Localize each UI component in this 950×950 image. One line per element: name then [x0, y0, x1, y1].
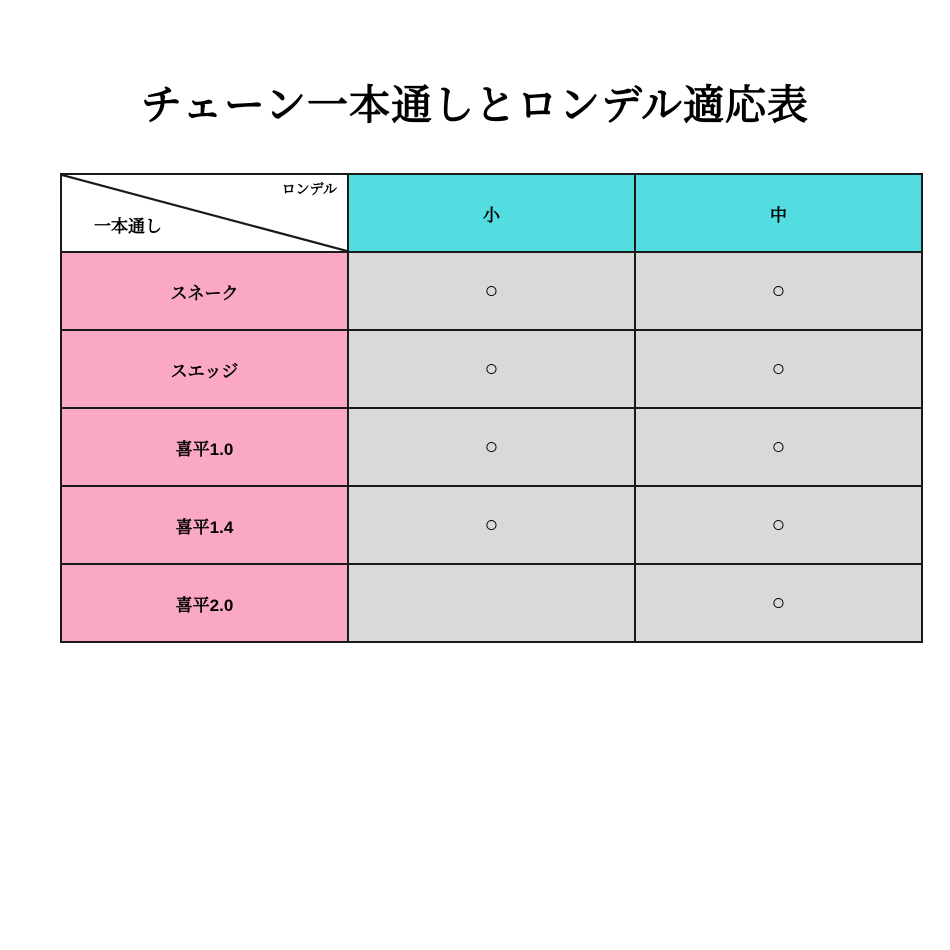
- table-cell: [635, 252, 922, 330]
- table-cell: [635, 408, 922, 486]
- table-cell: [348, 486, 635, 564]
- cell-mark: ○: [484, 355, 499, 381]
- table-cell: [348, 252, 635, 330]
- cell-mark: ○: [771, 355, 786, 381]
- cell-mark: ○: [484, 277, 499, 303]
- page-title: チェーン一本通しとロンデル適応表: [141, 82, 809, 128]
- row-axis-label: 一本通し: [94, 217, 162, 236]
- table-corner-cell: [61, 174, 348, 252]
- cell-mark: ○: [771, 511, 786, 537]
- table-cell: [348, 408, 635, 486]
- cell-mark: ○: [771, 433, 786, 459]
- row-label-kihei-20: 喜平2.0: [61, 564, 348, 642]
- table-row: [61, 330, 922, 408]
- table-cell: [348, 564, 635, 642]
- column-axis-label: ロンデル: [281, 181, 337, 197]
- table-cell: [635, 564, 922, 642]
- column-header-small: 小: [348, 174, 635, 252]
- cell-mark: ○: [484, 511, 499, 537]
- cell-mark: ○: [771, 589, 786, 615]
- row-label-kihei-14: 喜平1.4: [61, 486, 348, 564]
- row-label-swedge: スエッジ: [61, 330, 348, 408]
- compatibility-table-container: [60, 173, 916, 643]
- column-header-medium: 中: [635, 174, 922, 252]
- table-row: [61, 564, 922, 642]
- table-row: [61, 408, 922, 486]
- table-cell: [348, 330, 635, 408]
- table-cell: [635, 330, 922, 408]
- row-label-snake: スネーク: [61, 252, 348, 330]
- cell-mark: ○: [484, 433, 499, 459]
- table-header-row: [61, 174, 922, 252]
- compatibility-table: [60, 173, 923, 643]
- table-row: [61, 486, 922, 564]
- table-row: [61, 252, 922, 330]
- table-cell: [635, 486, 922, 564]
- cell-mark: ○: [771, 277, 786, 303]
- row-label-kihei-10: 喜平1.0: [61, 408, 348, 486]
